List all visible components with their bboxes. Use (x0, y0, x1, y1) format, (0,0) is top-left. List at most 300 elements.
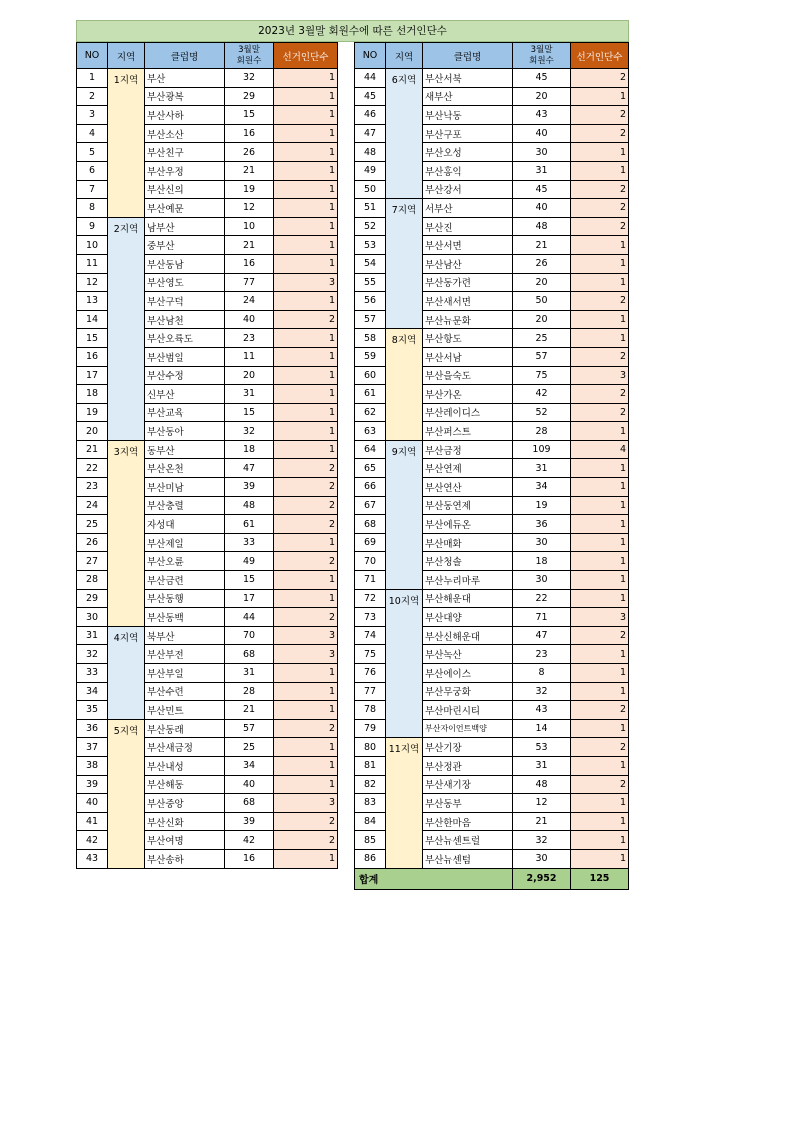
row-no: 25 (77, 515, 108, 534)
elector-count: 2 (571, 738, 629, 757)
row-no: 37 (77, 738, 108, 757)
row-no: 30 (77, 608, 108, 627)
row-no: 52 (355, 217, 386, 236)
member-count: 40 (225, 775, 274, 794)
member-count: 57 (513, 347, 571, 366)
club-name: 부산뉴문화 (423, 310, 513, 329)
member-count: 45 (513, 180, 571, 199)
club-name: 부산중앙 (145, 794, 225, 813)
row-no: 5 (77, 143, 108, 162)
member-count: 31 (513, 459, 571, 478)
row-no: 76 (355, 664, 386, 683)
club-name: 부산새기장 (423, 775, 513, 794)
elector-count: 2 (274, 719, 338, 738)
row-no: 21 (77, 440, 108, 459)
header-members (225, 43, 274, 69)
row-no: 4 (77, 124, 108, 143)
member-count: 39 (225, 478, 274, 497)
row-no: 32 (77, 645, 108, 664)
member-count: 19 (513, 496, 571, 515)
elector-count: 2 (571, 124, 629, 143)
member-count: 77 (225, 273, 274, 292)
member-count: 23 (513, 645, 571, 664)
header-region: 지역 (108, 43, 145, 69)
elector-count: 3 (274, 794, 338, 813)
member-count: 26 (513, 254, 571, 273)
row-no: 85 (355, 831, 386, 850)
club-name: 부산제일 (145, 533, 225, 552)
elector-count: 1 (274, 143, 338, 162)
club-name: 부산동부 (423, 794, 513, 813)
elector-count: 2 (571, 217, 629, 236)
club-name: 부산수련 (145, 682, 225, 701)
row-no: 27 (77, 552, 108, 571)
elector-count: 2 (274, 552, 338, 571)
row-no: 26 (77, 533, 108, 552)
member-count: 8 (513, 664, 571, 683)
elector-count: 2 (571, 626, 629, 645)
row-no: 36 (77, 719, 108, 738)
member-count: 31 (513, 756, 571, 775)
elector-count: 2 (571, 403, 629, 422)
member-count: 15 (225, 403, 274, 422)
club-name: 부산녹산 (423, 645, 513, 664)
club-name: 부산동아 (145, 422, 225, 441)
elector-count: 1 (274, 106, 338, 125)
elector-count: 1 (274, 199, 338, 218)
club-name: 부산구덕 (145, 292, 225, 311)
table-row (355, 589, 629, 608)
member-count: 16 (225, 254, 274, 273)
member-count: 44 (225, 608, 274, 627)
elector-count: 1 (571, 478, 629, 497)
member-count: 25 (225, 738, 274, 757)
member-count: 31 (513, 161, 571, 180)
table-row (355, 738, 629, 757)
member-count: 32 (513, 682, 571, 701)
club-name: 부산신의 (145, 180, 225, 199)
club-name: 부산동가련 (423, 273, 513, 292)
club-name: 부산해운대 (423, 589, 513, 608)
elector-count: 1 (274, 347, 338, 366)
club-name: 부산서면 (423, 236, 513, 255)
club-name: 신부산 (145, 385, 225, 404)
club-name: 부산금정 (423, 440, 513, 459)
row-no: 17 (77, 366, 108, 385)
header-votes: 선거인단수 (571, 43, 629, 69)
row-no: 65 (355, 459, 386, 478)
club-table-right (354, 42, 629, 890)
club-name: 부산무궁화 (423, 682, 513, 701)
row-no: 29 (77, 589, 108, 608)
member-count: 45 (513, 69, 571, 88)
elector-count: 1 (274, 217, 338, 236)
club-name: 부산내성 (145, 756, 225, 775)
elector-count: 1 (571, 645, 629, 664)
row-no: 42 (77, 831, 108, 850)
club-name: 부산마린시티 (423, 701, 513, 720)
table-row (77, 69, 338, 88)
club-name: 부산서남 (423, 347, 513, 366)
row-no: 51 (355, 199, 386, 218)
row-no: 56 (355, 292, 386, 311)
club-name: 부산새금정 (145, 738, 225, 757)
row-no: 3 (77, 106, 108, 125)
club-name: 부산강서 (423, 180, 513, 199)
elector-count: 2 (274, 831, 338, 850)
table-row (355, 69, 629, 88)
member-count: 71 (513, 608, 571, 627)
member-count: 23 (225, 329, 274, 348)
row-no: 12 (77, 273, 108, 292)
header-club: 클럽명 (145, 43, 225, 69)
header-no: NO (355, 43, 386, 69)
total-row (355, 868, 629, 889)
row-no: 6 (77, 161, 108, 180)
club-name: 부산뉴센텀 (423, 849, 513, 868)
member-count: 16 (225, 849, 274, 868)
row-no: 45 (355, 87, 386, 106)
elector-count: 3 (274, 626, 338, 645)
elector-count: 1 (571, 571, 629, 590)
row-no: 75 (355, 645, 386, 664)
elector-count: 1 (571, 664, 629, 683)
region-label: 1지역 (108, 69, 145, 218)
member-count: 15 (225, 106, 274, 125)
elector-count: 1 (274, 440, 338, 459)
elector-count: 1 (571, 273, 629, 292)
elector-count: 1 (571, 719, 629, 738)
member-count: 68 (225, 794, 274, 813)
club-name: 부산뉴센트럴 (423, 831, 513, 850)
region-label: 6지역 (386, 69, 423, 199)
elector-count: 1 (274, 329, 338, 348)
elector-count: 1 (571, 794, 629, 813)
elector-count: 2 (571, 775, 629, 794)
row-no: 41 (77, 812, 108, 831)
row-no: 46 (355, 106, 386, 125)
club-name: 부산동래 (145, 719, 225, 738)
page-title: 2023년 3월말 회원수에 따른 선거인단수 (76, 20, 629, 42)
elector-count: 1 (571, 552, 629, 571)
club-name: 북부산 (145, 626, 225, 645)
header-members-line1: 3월말 (238, 44, 260, 55)
member-count: 57 (225, 719, 274, 738)
club-name: 동부산 (145, 440, 225, 459)
member-count: 109 (513, 440, 571, 459)
member-count: 21 (513, 812, 571, 831)
member-count: 68 (225, 645, 274, 664)
club-name: 부산레이디스 (423, 403, 513, 422)
elector-count: 3 (571, 608, 629, 627)
row-no: 57 (355, 310, 386, 329)
elector-count: 1 (274, 254, 338, 273)
elector-count: 2 (274, 812, 338, 831)
member-count: 40 (513, 124, 571, 143)
region-label: 11지역 (386, 738, 423, 868)
member-count: 22 (513, 589, 571, 608)
elector-count: 1 (571, 682, 629, 701)
elector-count: 1 (274, 756, 338, 775)
row-no: 83 (355, 794, 386, 813)
member-count: 48 (513, 217, 571, 236)
row-no: 66 (355, 478, 386, 497)
club-name: 부산신해운대 (423, 626, 513, 645)
row-no: 34 (77, 682, 108, 701)
row-no: 23 (77, 478, 108, 497)
row-no: 35 (77, 701, 108, 720)
row-no: 10 (77, 236, 108, 255)
region-label: 10지역 (386, 589, 423, 738)
club-name: 부산자이언트백양 (423, 719, 513, 738)
row-no: 73 (355, 608, 386, 627)
club-name: 부산 (145, 69, 225, 88)
member-count: 10 (225, 217, 274, 236)
elector-count: 1 (274, 422, 338, 441)
elector-count: 2 (274, 496, 338, 515)
row-no: 59 (355, 347, 386, 366)
member-count: 48 (513, 775, 571, 794)
club-name: 부산동행 (145, 589, 225, 608)
header-members (513, 43, 571, 69)
club-name: 부산홍익 (423, 161, 513, 180)
row-no: 48 (355, 143, 386, 162)
table-row (77, 217, 338, 236)
club-name: 부산광복 (145, 87, 225, 106)
row-no: 49 (355, 161, 386, 180)
row-no: 72 (355, 589, 386, 608)
table-row (77, 719, 338, 738)
member-count: 20 (513, 310, 571, 329)
club-name: 서부산 (423, 199, 513, 218)
header-region: 지역 (386, 43, 423, 69)
elector-count: 2 (274, 459, 338, 478)
header-members-line2: 회원수 (529, 55, 554, 66)
row-no: 38 (77, 756, 108, 775)
row-no: 44 (355, 69, 386, 88)
member-count: 12 (225, 199, 274, 218)
member-count: 30 (513, 571, 571, 590)
table-row (355, 329, 629, 348)
elector-count: 1 (274, 682, 338, 701)
total-votes: 125 (571, 868, 629, 889)
row-no: 82 (355, 775, 386, 794)
row-no: 86 (355, 849, 386, 868)
club-name: 부산금련 (145, 571, 225, 590)
member-count: 30 (513, 533, 571, 552)
elector-count: 1 (571, 161, 629, 180)
row-no: 79 (355, 719, 386, 738)
row-no: 2 (77, 87, 108, 106)
club-name: 부산교육 (145, 403, 225, 422)
elector-count: 1 (571, 496, 629, 515)
member-count: 16 (225, 124, 274, 143)
member-count: 33 (225, 533, 274, 552)
member-count: 21 (225, 236, 274, 255)
header-members-line2: 회원수 (236, 55, 262, 66)
member-count: 19 (225, 180, 274, 199)
club-name: 새부산 (423, 87, 513, 106)
club-name: 부산을숙도 (423, 366, 513, 385)
club-name: 부산진 (423, 217, 513, 236)
row-no: 58 (355, 329, 386, 348)
total-label: 합계 (355, 868, 513, 889)
elector-count: 1 (571, 87, 629, 106)
member-count: 48 (225, 496, 274, 515)
row-no: 74 (355, 626, 386, 645)
row-no: 84 (355, 812, 386, 831)
region-label: 5지역 (108, 719, 145, 868)
elector-count: 1 (274, 849, 338, 868)
row-no: 1 (77, 69, 108, 88)
club-name: 부산동백 (145, 608, 225, 627)
member-count: 49 (225, 552, 274, 571)
member-count: 31 (225, 664, 274, 683)
table-row (355, 199, 629, 218)
elector-count: 1 (274, 180, 338, 199)
elector-count: 1 (571, 533, 629, 552)
member-count: 11 (225, 347, 274, 366)
elector-count: 1 (274, 385, 338, 404)
member-count: 34 (225, 756, 274, 775)
member-count: 32 (225, 69, 274, 88)
member-count: 30 (513, 143, 571, 162)
member-count: 21 (225, 701, 274, 720)
member-count: 75 (513, 366, 571, 385)
club-name: 부산오성 (423, 143, 513, 162)
member-count: 24 (225, 292, 274, 311)
elector-count: 1 (571, 422, 629, 441)
elector-count: 1 (571, 329, 629, 348)
club-name: 부산동연제 (423, 496, 513, 515)
club-name: 부산우정 (145, 161, 225, 180)
row-no: 78 (355, 701, 386, 720)
elector-count: 1 (571, 849, 629, 868)
row-no: 62 (355, 403, 386, 422)
elector-count: 1 (571, 143, 629, 162)
row-no: 24 (77, 496, 108, 515)
club-name: 부산연제 (423, 459, 513, 478)
elector-count: 1 (571, 236, 629, 255)
club-name: 부산해동 (145, 775, 225, 794)
row-no: 16 (77, 347, 108, 366)
elector-count: 1 (571, 515, 629, 534)
club-name: 부산항도 (423, 329, 513, 348)
club-name: 부산온천 (145, 459, 225, 478)
club-name: 부산송하 (145, 849, 225, 868)
elector-count: 3 (274, 645, 338, 664)
row-no: 70 (355, 552, 386, 571)
row-no: 11 (77, 254, 108, 273)
club-name: 부산부전 (145, 645, 225, 664)
member-count: 21 (225, 161, 274, 180)
row-no: 18 (77, 385, 108, 404)
elector-count: 1 (571, 310, 629, 329)
club-name: 부산정관 (423, 756, 513, 775)
member-count: 42 (225, 831, 274, 850)
club-name: 부산대양 (423, 608, 513, 627)
row-no: 77 (355, 682, 386, 701)
elector-count: 1 (571, 756, 629, 775)
row-no: 7 (77, 180, 108, 199)
member-count: 14 (513, 719, 571, 738)
elector-count: 2 (571, 385, 629, 404)
row-no: 47 (355, 124, 386, 143)
elector-count: 1 (274, 292, 338, 311)
row-no: 50 (355, 180, 386, 199)
region-label: 9지역 (386, 440, 423, 589)
member-count: 28 (225, 682, 274, 701)
header-members-line1: 3월말 (530, 44, 553, 55)
row-no: 14 (77, 310, 108, 329)
elector-count: 1 (274, 124, 338, 143)
club-name: 부산한마음 (423, 812, 513, 831)
club-name: 부산친구 (145, 143, 225, 162)
elector-count: 1 (571, 254, 629, 273)
club-name: 부산남천 (145, 310, 225, 329)
member-count: 43 (513, 701, 571, 720)
elector-count: 2 (571, 701, 629, 720)
row-no: 8 (77, 199, 108, 218)
member-count: 32 (225, 422, 274, 441)
member-count: 20 (225, 366, 274, 385)
club-name: 부산연산 (423, 478, 513, 497)
elector-count: 4 (571, 440, 629, 459)
member-count: 36 (513, 515, 571, 534)
row-no: 43 (77, 849, 108, 868)
member-count: 39 (225, 812, 274, 831)
member-count: 70 (225, 626, 274, 645)
row-no: 69 (355, 533, 386, 552)
elector-count: 2 (571, 69, 629, 88)
elector-count: 3 (274, 273, 338, 292)
member-count: 28 (513, 422, 571, 441)
elector-count: 2 (571, 347, 629, 366)
row-no: 71 (355, 571, 386, 590)
club-name: 부산신화 (145, 812, 225, 831)
elector-count: 1 (274, 366, 338, 385)
row-no: 13 (77, 292, 108, 311)
table-header-row (77, 43, 338, 69)
row-no: 64 (355, 440, 386, 459)
elector-count: 2 (571, 180, 629, 199)
member-count: 40 (225, 310, 274, 329)
region-label: 8지역 (386, 329, 423, 441)
club-table-left (76, 42, 338, 869)
region-label: 2지역 (108, 217, 145, 440)
row-no: 60 (355, 366, 386, 385)
elector-count: 1 (274, 589, 338, 608)
row-no: 22 (77, 459, 108, 478)
row-no: 15 (77, 329, 108, 348)
table-row (77, 440, 338, 459)
row-no: 19 (77, 403, 108, 422)
member-count: 52 (513, 403, 571, 422)
member-count: 40 (513, 199, 571, 218)
club-name: 부산사하 (145, 106, 225, 125)
elector-count: 1 (274, 403, 338, 422)
member-count: 29 (225, 87, 274, 106)
header-no: NO (77, 43, 108, 69)
club-name: 부산청솔 (423, 552, 513, 571)
row-no: 33 (77, 664, 108, 683)
row-no: 63 (355, 422, 386, 441)
elector-count: 2 (274, 310, 338, 329)
club-name: 부산가온 (423, 385, 513, 404)
member-count: 47 (225, 459, 274, 478)
table-row (77, 626, 338, 645)
elector-count: 3 (571, 366, 629, 385)
